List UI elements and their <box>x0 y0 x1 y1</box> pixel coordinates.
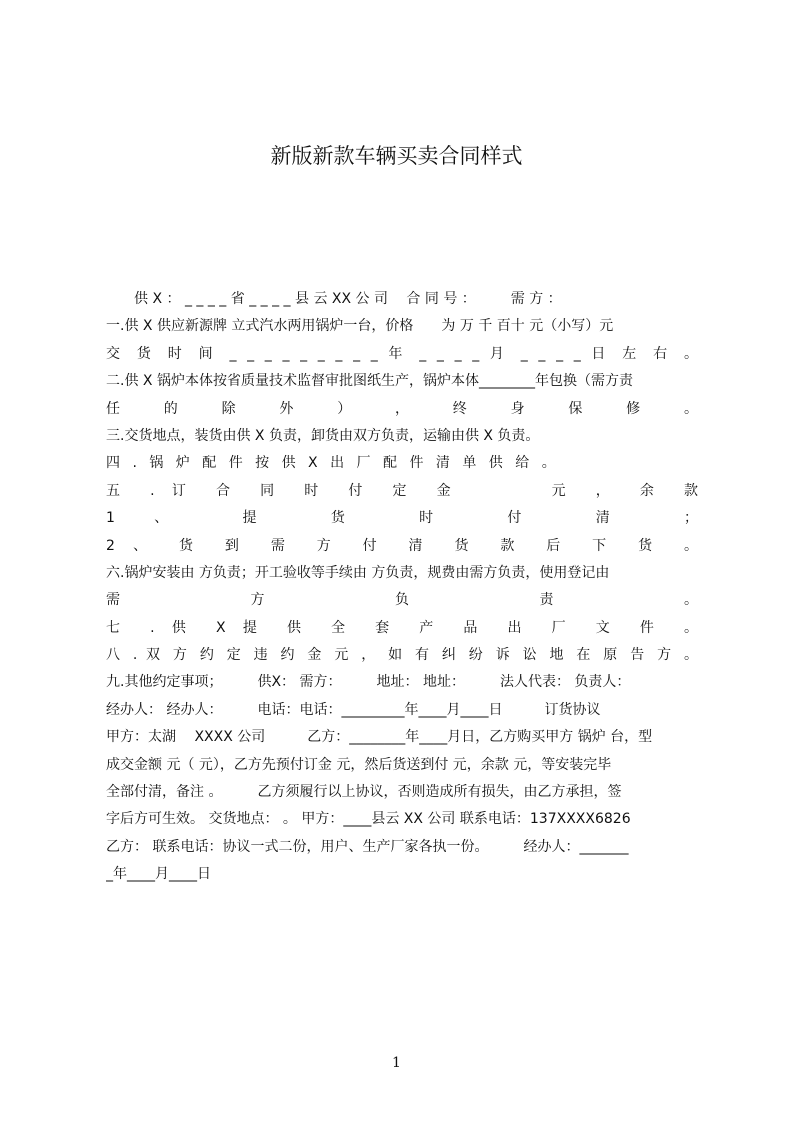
clause-1: 一.供 X 供应新源牌 立式汽水两用锅炉一台，价格 为 万 千 百十 元（小写）元 <box>106 318 614 335</box>
agreement-obligations: 全部付清，备注 。 乙方须履行以上协议，否则造成所有损失，由乙方承担，签 <box>106 784 622 801</box>
agreement-effective: 字后方可生效。 交货地点： 。 甲方：____县云 XX 公司 联系电话：137XXXX6826 <box>106 811 631 828</box>
clause-6-continued: 需 方 负 责 。 <box>106 592 698 609</box>
agreement-date: _年____月____日 <box>106 866 211 883</box>
clause-5-item-2: 2 、 货 到 需 方 付 清 货 款 后 下 货 。 <box>106 537 698 554</box>
agreement-copies: 乙方： 联系电话：协议一式二份，用户、生产厂家各执一份。 经办人：_______ <box>106 838 629 855</box>
clause-2-continued: 任 的 除 外 ） ， 终 身 保 修 。 <box>106 400 698 417</box>
clause-4: 四 . 锅 炉 配 件 按 供 X 出 厂 配 件 清 单 供 给 。 <box>106 455 560 472</box>
clause-1-delivery-time: 交 货 时 间 _ _ _ _ _ _ _ _ _ 年 _ _ _ _ 月 _ _ _ _ 日 左 右 。 <box>106 345 698 362</box>
agreement-payment: 成交金额 元（ 元），乙方先预付订金 元，然后货送到付 元，余款 元，等安装完毕 <box>106 756 612 773</box>
contract-body <box>106 286 698 889</box>
clause-8: 八 . 双 方 约 定 违 约 金 元 ， 如 有 纠 纷 诉 讼 地 在 原 告 方 。 <box>106 647 698 664</box>
line-parties-header: 供 X ： _ _ _ _ 省 _ _ _ _ 县 云 XX 公 司 合 同 号 ： 需 方 ： <box>106 291 562 307</box>
clause-7: 七 . 供 X 提 供 全 套 产 品 出 厂 文 件 。 <box>106 619 698 636</box>
page-number: 1 <box>392 1055 401 1071</box>
clause-3: 三.交货地点，装货由供 X 负责，卸货由双方负责，运输由供 X 负责。 <box>106 427 540 444</box>
clause-9-contacts: 经办人： 经办人： 电话：电话：_________年____月____日 订货协议 <box>106 701 601 718</box>
document-title: 新版新款车辆买卖合同样式 <box>270 144 523 168</box>
clause-9: 九.其他约定事项； 供X： 需方： 地址： 地址： 法人代表： 负责人： <box>106 674 631 691</box>
clause-5: 五 . 订 合 同 时 付 定 金 元 ， 余 款 <box>106 482 698 499</box>
clause-5-item-1: 1 、 提 货 时 付 清 ； <box>106 510 698 527</box>
clause-2: 二.供 X 锅炉本体按省质量技术监督审批图纸生产，锅炉本体________年包换（需方责 <box>106 373 633 390</box>
agreement-parties: 甲方：太湖 XXXX 公司 乙方：________年____月日，乙方购买甲方 锅炉 台，型 <box>106 729 653 746</box>
clause-6: 六.锅炉安装由 方负责；开工验收等手续由 方负责，规费由需方负责，使用登记由 <box>106 564 610 581</box>
